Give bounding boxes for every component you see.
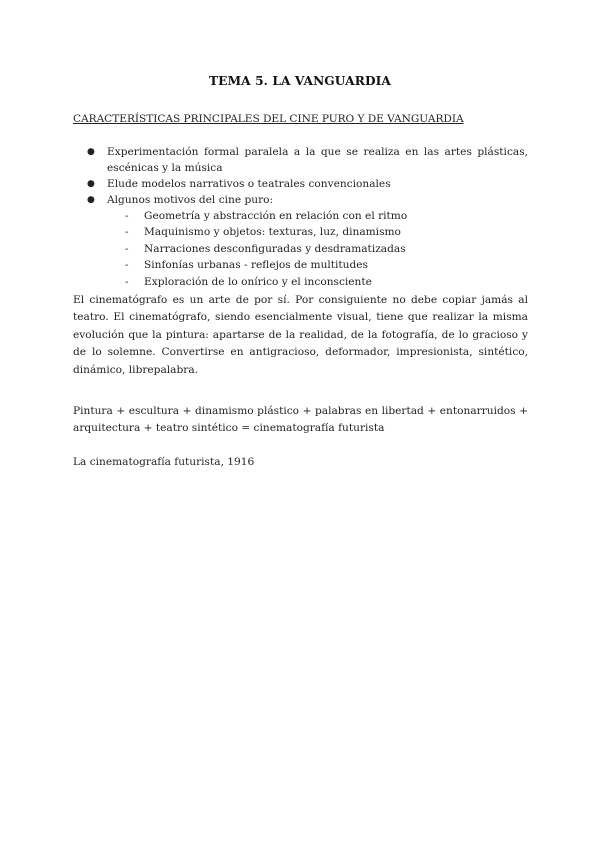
section-heading: CARACTERÍSTICAS PRINCIPALES DEL CINE PURO Y DE VANGUARDIA (73, 113, 464, 125)
dash-icon: - (125, 210, 129, 222)
sub-list-item-text: Maquinismo y objetos: texturas, luz, dinamismo (144, 226, 401, 239)
bullet-icon: ● (87, 179, 95, 189)
list-item (73, 176, 528, 192)
sub-list-item (125, 241, 528, 257)
sub-list-item (125, 274, 528, 290)
dash-icon: - (125, 259, 129, 272)
sub-list-item (125, 257, 528, 273)
bullet-icon: ● (87, 147, 95, 157)
bullet-icon: ● (87, 195, 95, 205)
sub-list-item-text: Sinfonías urbanas - reflejos de multitudes (144, 259, 368, 272)
dash-icon: - (125, 275, 129, 288)
list-item-text: Elude modelos narrativos o teatrales convencionales (107, 178, 391, 190)
list-item (73, 144, 528, 176)
sub-list-item-text: Exploración de lo onírico y el inconsciente (144, 275, 372, 288)
dash-icon: - (125, 226, 129, 239)
sub-list-item (125, 208, 528, 224)
body-paragraph: El cinematógrafo es un arte de por sí. Por consiguiente no debe copiar jamás al teatro. El cinematógrafo, siendo esencialmente visual, tiene que realizar la misma evolución que la pintura: apartarse de la realidad, de la fotografía, de lo gracioso y de lo solemne. Convertirse en antigracioso, deformador, impresionista, sintético, dinámico, librepalabra. (73, 294, 528, 376)
sub-list-item-text: Geometría y abstracción en relación con el ritmo (144, 210, 408, 222)
dash-icon: - (125, 242, 129, 255)
list-item-text: Algunos motivos del cine puro: (107, 194, 274, 206)
citation: La cinematografía futurista, 1916 (73, 456, 255, 468)
formula-paragraph: Pintura + escultura + dinamismo plástico + palabras en libertad + entonarruidos + arquitectura + teatro sintético = cinematografía futurista (73, 405, 528, 435)
list-item (73, 192, 528, 208)
page-title: TEMA 5. LA VANGUARDIA (209, 74, 391, 88)
list-item-text: Experimentación formal paralela a la que se realiza en las artes plásticas, escénicas y la música (107, 146, 528, 174)
sub-list-item (125, 224, 528, 240)
sub-list-item-text: Narraciones desconfiguradas y desdramatizadas (144, 242, 406, 255)
bullet-list (73, 144, 528, 290)
